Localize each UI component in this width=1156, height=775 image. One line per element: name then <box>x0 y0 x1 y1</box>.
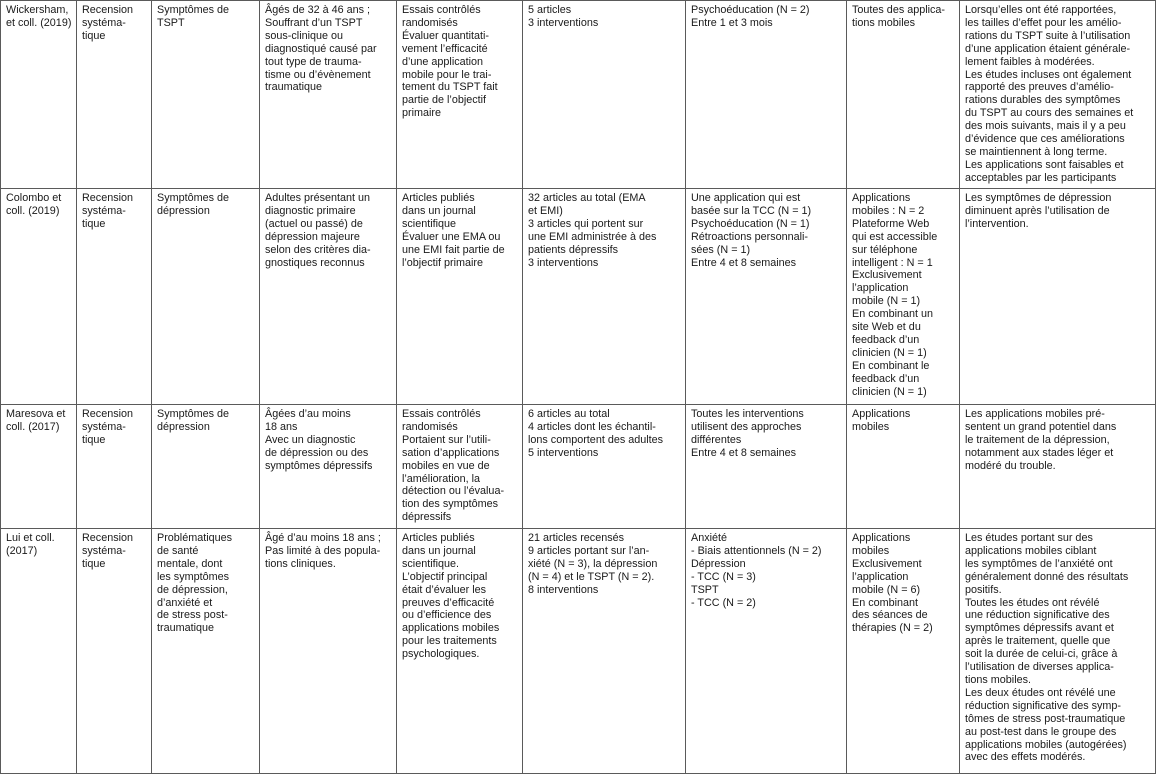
cell-text-line: primaire <box>402 107 441 120</box>
population-cell <box>260 1 397 189</box>
cell-text-line: les symptômes de l’anxiété ont <box>965 557 1113 570</box>
cell-text-line: était d’évaluer les <box>402 583 487 596</box>
cell-text-line: Âgé d’au moins 18 ans ; <box>265 532 381 544</box>
cell-text-line: (2017) <box>6 544 38 557</box>
cell-text-line: généralement donné des résultats <box>965 570 1129 583</box>
cell-text-line: Les deux études ont révélé une <box>965 686 1116 699</box>
cell-text-line: mobiles : N = 2 <box>852 204 925 217</box>
cell-text-line: sation d’applications <box>402 446 500 459</box>
cell-text-line: rations du TSPT suite à l’utilisation <box>965 29 1131 42</box>
criteria-cell <box>397 529 523 774</box>
cell-text-line: En combinant un <box>852 308 934 321</box>
cell-text-line: Entre 1 et 3 mois <box>691 16 773 29</box>
cell-text-line: Évaluer quantitati- <box>402 29 490 42</box>
cell-text-line: sées (N = 1) <box>691 243 751 256</box>
cell-text-line: dépression majeure <box>265 230 360 243</box>
cell-text-line: Symptômes de <box>157 408 230 420</box>
cell-text-line: symptômes dépressifs avant et <box>965 622 1114 635</box>
cell-text-line: modéré du trouble. <box>965 459 1056 472</box>
cell-text-line: d’une application <box>402 55 484 68</box>
format-cell <box>847 405 960 529</box>
table-row <box>1 189 1156 405</box>
cell-text-line: Exclusivement <box>852 557 922 570</box>
table-row <box>1 529 1156 774</box>
cell-text-line: tout type de trauma- <box>265 55 362 68</box>
cell-text-line: diagnostic primaire <box>265 204 356 217</box>
cell-text-line: randomisés <box>402 16 458 29</box>
cell-text-line: gnostiques reconnus <box>265 256 365 269</box>
cell-text-line: après le traitement, quelle que <box>965 635 1111 648</box>
cell-text-line: se maintiennent à long terme. <box>965 145 1108 158</box>
cell-text-line: tique <box>82 433 106 446</box>
cell-text-line: Exclusivement <box>852 269 922 282</box>
cell-text-line: et coll. (2019) <box>6 16 72 29</box>
cell-text-line: Applications <box>852 408 911 420</box>
cell-text-line: dépression <box>157 420 210 433</box>
design-cell <box>77 1 152 189</box>
cell-text-line: basée sur la TCC (N = 1) <box>691 204 812 217</box>
cell-text-line: détection ou l’évalua- <box>402 485 505 498</box>
cell-text-line: mentale, dont <box>157 557 223 570</box>
cell-text-line: 21 articles recensés <box>528 532 625 544</box>
cell-text-line: au post-test dans le groupe des <box>965 725 1117 738</box>
cell-text-line: d’anxiété et <box>157 596 213 609</box>
cell-text-line: Rétroactions personnali- <box>691 230 809 243</box>
cell-text-line: 18 ans <box>265 420 298 433</box>
cell-text-line: tique <box>82 29 106 42</box>
cell-text-line: lement faibles à modérées. <box>965 55 1095 68</box>
cell-text-line: tions cliniques. <box>265 557 336 570</box>
cell-text-line: une EMI fait partie de <box>402 243 505 256</box>
results-cell <box>960 405 1156 529</box>
cell-text-line: une réduction significative des <box>965 609 1110 622</box>
cell-text-line: lons comportent des adultes <box>528 433 664 446</box>
cell-text-line: de stress post- <box>157 609 228 622</box>
intervention-cell <box>686 405 847 529</box>
intervention-cell <box>686 529 847 774</box>
cell-text-line: Lui et coll. <box>6 532 55 544</box>
cell-text-line: mobile pour le trai- <box>402 68 492 81</box>
cell-text-line: avec des effets modérés. <box>965 751 1086 764</box>
population-cell <box>260 529 397 774</box>
cell-text-line: dépressifs <box>402 511 452 524</box>
cell-text-line: mobiles <box>852 420 890 433</box>
cell-text-line: 6 articles au total <box>528 408 610 420</box>
cell-text-line: psychologiques. <box>402 648 480 661</box>
cell-text-line: 5 interventions <box>528 446 599 459</box>
cell-text-line: randomisés <box>402 420 458 433</box>
cell-text-line: 3 interventions <box>528 256 599 269</box>
cell-text-line: acceptables par les participants <box>965 171 1117 184</box>
cell-text-line: l’amélioration, la <box>402 472 481 485</box>
cell-text-line: systéma- <box>82 420 126 433</box>
target-cell <box>152 529 260 774</box>
cell-text-line: Âgées d’au moins <box>265 408 351 420</box>
cell-text-line: scientifique <box>402 217 457 230</box>
cell-text-line: Âgés de 32 à 46 ans ; <box>265 4 371 16</box>
cell-text-line: Psychoéducation (N = 1) <box>691 217 810 230</box>
cell-text-line: Les études portant sur des <box>965 532 1093 544</box>
cell-text-line: réduction significative des symp- <box>965 699 1122 712</box>
cell-text-line: dans un journal <box>402 204 476 217</box>
study-cell <box>1 189 77 405</box>
study-cell <box>1 405 77 529</box>
format-cell <box>847 1 960 189</box>
cell-text-line: du TSPT au cours des semaines et <box>965 107 1134 120</box>
cell-text-line: sur téléphone <box>852 243 918 256</box>
cell-text-line: intelligent : N = 1 <box>852 256 933 269</box>
cell-text-line: mobile (N = 6) <box>852 583 921 596</box>
criteria-cell <box>397 189 523 405</box>
table-body <box>1 1 1156 774</box>
cell-text-line: sous-clinique ou <box>265 29 344 42</box>
cell-text-line: partie de l’objectif <box>402 94 487 107</box>
cell-text-line: Les applications mobiles pré- <box>965 408 1105 420</box>
cell-text-line: mobiles en vue de <box>402 459 490 472</box>
cell-text-line: Applications <box>852 532 911 544</box>
cell-text-line: Symptômes de <box>157 192 230 204</box>
target-cell <box>152 405 260 529</box>
cell-text-line: Recension <box>82 192 134 204</box>
cell-text-line: tement du TSPT fait <box>402 81 498 94</box>
cell-text-line: (actuel ou passé) de <box>265 217 363 230</box>
cell-text-line: xiété (N = 3), la dépression <box>528 557 658 570</box>
cell-text-line: sentent un grand potentiel dans <box>965 420 1117 433</box>
cell-text-line: Anxiété <box>691 532 728 544</box>
cell-text-line: de santé <box>157 544 199 557</box>
criteria-cell <box>397 405 523 529</box>
cell-text-line: 4 articles dont les échantil- <box>528 420 656 433</box>
cell-text-line: scientifique. <box>402 557 460 570</box>
cell-text-line: d’évidence que ces améliorations <box>965 133 1125 146</box>
cell-text-line: Articles publiés <box>402 532 475 544</box>
cell-text-line: Souffrant d’un TSPT <box>265 16 363 29</box>
cell-text-line: 8 interventions <box>528 583 599 596</box>
cell-text-line: feedback d’un <box>852 333 920 346</box>
cell-text-line: ou d’efficience des <box>402 609 492 622</box>
cell-text-line: Recension <box>82 4 134 16</box>
cell-text-line: notamment aux stades léger et <box>965 446 1114 459</box>
cell-text-line: tions mobiles <box>852 16 916 29</box>
cell-text-line: de dépression, <box>157 583 228 596</box>
cell-text-line: soit la durée de celui-ci, grâce à <box>965 648 1118 661</box>
cell-text-line: Les symptômes de dépression <box>965 192 1112 204</box>
cell-text-line: coll. (2017) <box>6 420 60 433</box>
cell-text-line: En combinant <box>852 596 919 609</box>
table-row <box>1 1 1156 189</box>
cell-text-line: tique <box>82 217 106 230</box>
cell-text-line: Les études incluses ont également <box>965 68 1132 81</box>
cell-text-line: d’une application étaient générale- <box>965 42 1131 55</box>
cell-text-line: tisme ou d’évènement <box>265 68 371 81</box>
cell-text-line: Wickersham, <box>6 4 69 16</box>
population-cell <box>260 405 397 529</box>
cell-text-line: l’application <box>852 570 909 583</box>
criteria-cell <box>397 1 523 189</box>
format-cell <box>847 529 960 774</box>
results-cell <box>960 1 1156 189</box>
study-cell <box>1 529 77 774</box>
cell-text-line: utilisent des approches <box>691 420 802 433</box>
cell-text-line: Recension <box>82 408 134 420</box>
cell-text-line: 32 articles au total (EMA <box>528 192 646 204</box>
target-cell <box>152 1 260 189</box>
cell-text-line: symptômes dépressifs <box>265 459 373 472</box>
cell-text-line: 3 articles qui portent sur <box>528 217 644 230</box>
cell-text-line: tique <box>82 557 106 570</box>
articles-cell <box>523 405 686 529</box>
cell-text-line: preuves d’efficacité <box>402 596 495 609</box>
cell-text-line: Pas limité à des popula- <box>265 544 381 557</box>
cell-text-line: Articles publiés <box>402 192 475 204</box>
cell-text-line: traumatique <box>157 622 215 635</box>
cell-text-line: Toutes des applica- <box>852 4 946 16</box>
cell-text-line: Adultes présentant un <box>265 192 371 204</box>
cell-text-line: TSPT <box>157 16 185 29</box>
cell-text-line: de dépression ou des <box>265 446 369 459</box>
cell-text-line: applications mobiles <box>402 622 500 635</box>
cell-text-line: selon des critères dia- <box>265 243 371 256</box>
cell-text-line: Lorsqu’elles ont été rapportées, <box>965 4 1117 16</box>
cell-text-line: et EMI) <box>528 204 563 217</box>
cell-text-line: Plateforme Web <box>852 217 930 230</box>
results-cell <box>960 189 1156 405</box>
cell-text-line: 3 interventions <box>528 16 599 29</box>
cell-text-line: traumatique <box>265 81 323 94</box>
cell-text-line: une EMI administrée à des <box>528 230 657 243</box>
cell-text-line: Les applications sont faisables et <box>965 158 1124 171</box>
cell-text-line: diminuent après l’utilisation de <box>965 204 1110 217</box>
target-cell <box>152 189 260 405</box>
cell-text-line: différentes <box>691 433 742 446</box>
articles-cell <box>523 1 686 189</box>
cell-text-line: mobile (N = 1) <box>852 295 921 308</box>
cell-text-line: diagnostiqué causé par <box>265 42 377 55</box>
cell-text-line: Toutes les interventions <box>691 408 804 420</box>
cell-text-line: systéma- <box>82 544 126 557</box>
cell-text-line: Avec un diagnostic <box>265 433 356 446</box>
format-cell <box>847 189 960 405</box>
cell-text-line: tions mobiles. <box>965 673 1032 686</box>
cell-text-line: - TCC (N = 3) <box>691 570 756 583</box>
design-cell <box>77 529 152 774</box>
cell-text-line: Psychoéducation (N = 2) <box>691 4 810 16</box>
cell-text-line: En combinant le <box>852 359 930 372</box>
cell-text-line: clinicien (N = 1) <box>852 346 927 359</box>
cell-text-line: 9 articles portant sur l’an- <box>528 544 650 557</box>
cell-text-line: Essais contrôlés <box>402 4 481 16</box>
cell-text-line: Entre 4 et 8 semaines <box>691 256 797 269</box>
cell-text-line: applications mobiles (autogérées) <box>965 738 1127 751</box>
population-cell <box>260 189 397 405</box>
cell-text-line: mobiles <box>852 544 890 557</box>
cell-text-line: TSPT <box>691 583 719 596</box>
cell-text-line: Dépression <box>691 557 746 570</box>
cell-text-line: thérapies (N = 2) <box>852 622 933 635</box>
cell-text-line: l’objectif primaire <box>402 256 484 269</box>
cell-text-line: Recension <box>82 532 134 544</box>
design-cell <box>77 189 152 405</box>
cell-text-line: site Web et du <box>852 321 921 334</box>
intervention-cell <box>686 1 847 189</box>
cell-text-line: Colombo et <box>6 192 62 204</box>
cell-text-line: feedback d’un <box>852 372 920 385</box>
cell-text-line: Une application qui est <box>691 192 801 204</box>
study-cell <box>1 1 77 189</box>
cell-text-line: le traitement de la dépression, <box>965 433 1110 446</box>
design-cell <box>77 405 152 529</box>
cell-text-line: Problématiques <box>157 532 233 544</box>
cell-text-line: applications mobiles ciblant <box>965 544 1097 557</box>
cell-text-line: clinicien (N = 1) <box>852 385 927 398</box>
cell-text-line: Symptômes de <box>157 4 230 16</box>
cell-text-line: L’objectif principal <box>402 570 488 583</box>
cell-text-line: patients dépressifs <box>528 243 619 256</box>
cell-text-line: l’application <box>852 282 909 295</box>
cell-text-line: (N = 4) et le TSPT (N = 2). <box>528 570 655 583</box>
cell-text-line: coll. (2019) <box>6 204 60 217</box>
articles-cell <box>523 529 686 774</box>
cell-text-line: dépression <box>157 204 210 217</box>
articles-cell <box>523 189 686 405</box>
cell-text-line: Entre 4 et 8 semaines <box>691 446 797 459</box>
cell-text-line: des séances de <box>852 609 928 622</box>
cell-text-line: Maresova et <box>6 408 66 420</box>
cell-text-line: systéma- <box>82 16 126 29</box>
cell-text-line: 5 articles <box>528 4 572 16</box>
cell-text-line: - TCC (N = 2) <box>691 596 756 609</box>
cell-text-line: qui est accessible <box>852 230 938 243</box>
cell-text-line: l’intervention. <box>965 217 1029 230</box>
intervention-cell <box>686 189 847 405</box>
cell-text-line: rations durables des symptômes <box>965 94 1121 107</box>
cell-text-line: Toutes les études ont révélé <box>965 596 1100 609</box>
table-row <box>1 405 1156 529</box>
cell-text-line: l’utilisation de diverses applica- <box>965 661 1114 674</box>
cell-text-line: - Biais attentionnels (N = 2) <box>691 544 822 557</box>
cell-text-line: tômes de stress post-traumatique <box>965 712 1126 725</box>
cell-text-line: rapporté des preuves d’amélio- <box>965 81 1114 94</box>
cell-text-line: des mois suivants, mais il y a peu <box>965 120 1126 133</box>
cell-text-line: pour les traitements <box>402 635 497 648</box>
cell-text-line: systéma- <box>82 204 126 217</box>
cell-text-line: vement l’efficacité <box>402 42 488 55</box>
cell-text-line: les symptômes <box>157 570 229 583</box>
cell-text-line: positifs. <box>965 583 1002 596</box>
cell-text-line: Applications <box>852 192 911 204</box>
cell-text-line: Essais contrôlés <box>402 408 481 420</box>
cell-text-line: tion des symptômes <box>402 498 499 511</box>
cell-text-line: Portaient sur l’utili- <box>402 433 491 446</box>
results-cell <box>960 529 1156 774</box>
cell-text-line: dans un journal <box>402 544 476 557</box>
cell-text-line: les tailles d’effet pour les amélio- <box>965 16 1122 29</box>
cell-text-line: Évaluer une EMA ou <box>402 230 501 243</box>
